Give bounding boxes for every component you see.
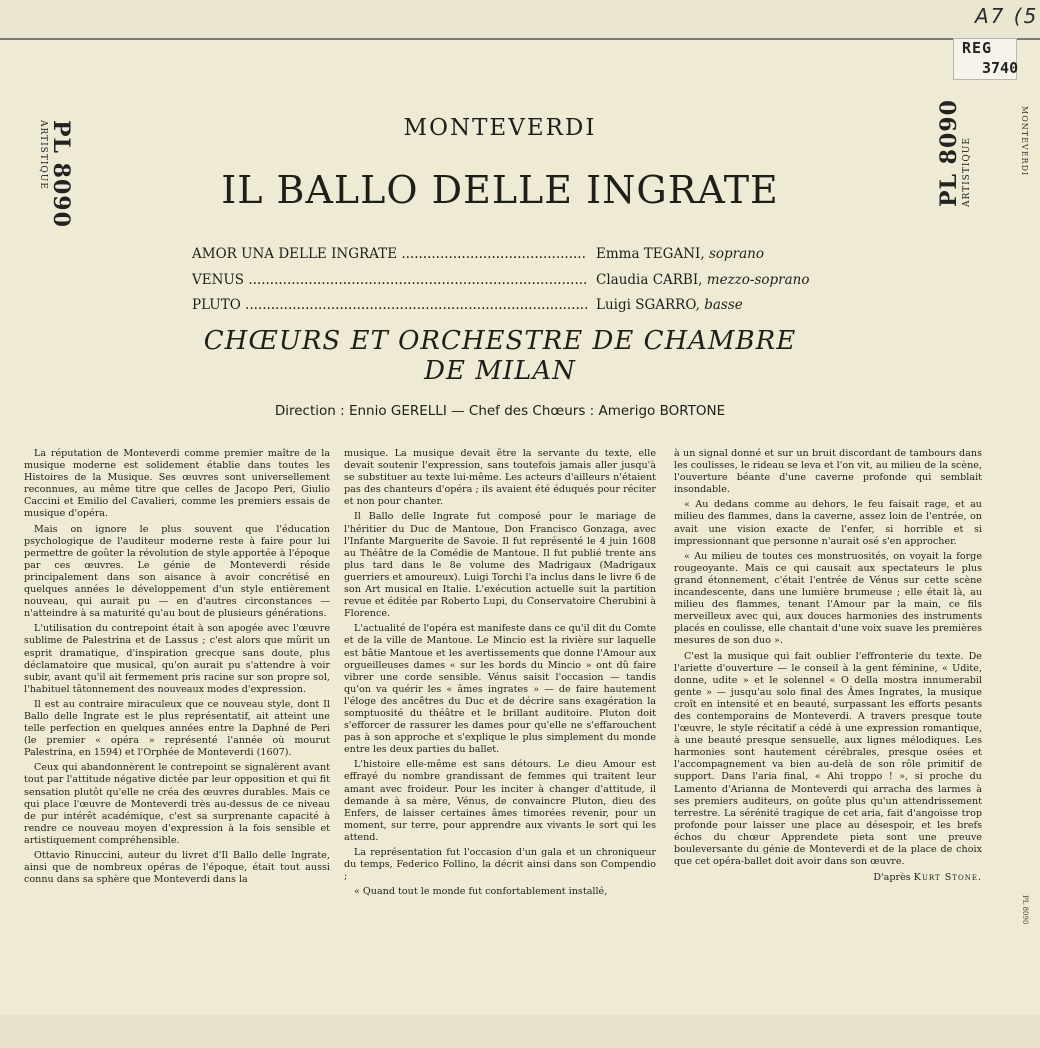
direction-credit: Direction : Ennio GERELLI — Chef des Chœurs : Amerigo BORTONE [274, 403, 726, 419]
paragraph: « Quand tout le monde fut confortablement installé, [354, 886, 608, 898]
stamp-line-1: REG [962, 39, 993, 57]
notes-column-3 [674, 448, 982, 968]
catalog-label: ARTISTIQUE [962, 137, 972, 207]
paragraph: à un signal donné et sur un bruit discordant de tambours dans les coulisses, le rideau se leva et l'on vit, au milieu de la scène, l'ouverture béante d'une caverne profonde qui semblait insondable. [674, 448, 982, 496]
work-title: IL BALLO DELLE INGRATE [221, 168, 779, 212]
singer-voice: soprano [708, 246, 764, 262]
singer-name: Claudia CARBI, [596, 272, 703, 288]
paragraph: « Au dedans comme au dehors, le feu faisait rage, et au milieu des flammes, dans la caverne, assez loin de l'entrée, on avait une vision exacte de l'enfer, si horrible et si impressionnant que personne n'aurait osé s'en approcher. [674, 499, 982, 547]
cast-singer [596, 297, 743, 313]
paragraph: L'utilisation du contrepoint était à son apogée avec l'œuvre sublime de Palestrina et de Lassus ; c'est alors que mûrit un esprit dramatique, d'inspiration grecque sans doute, plus déclamatoire que musical, qu'on aurait pu s'attendre à voir subir, avant qu'il ait fermement pris racine sur son propre sol, l'habituel tâtonnement des nouveaux modes d'expression. [24, 623, 330, 695]
paragraph: « Au milieu de toutes ces monstruosités, on voyait la forge rougeoyante. Mais ce qui causait aux spectateurs le plus grand étonnement, c'était l'entrée de Vénus sur cette scène incandescente, dans une lumière brumeuse ; elle était là, au milieu des flammes, tenant l'Amour par la main, ce fils merveilleux avec qui, aux douces harmonies des instruments placés en coulisse, elle chantait d'une voix suave les premières mesures de son duo ». [674, 550, 982, 647]
composer-name: MONTEVERDI [403, 115, 597, 141]
ensemble-line-2: DE MILAN [424, 356, 576, 386]
catalog-label: ARTISTIQUE [38, 120, 48, 190]
catalog-number: PL 8090 [936, 99, 962, 207]
paragraph: Il Ballo delle Ingrate fut composé pour le mariage de l'héritier du Duc de Mantoue, Don Francisco Gonzaga, avec l'Infante Marguerite de Savoie. Il fut représenté le 4 juin 1608 au Théâtre de la Comédie de Mantoue. Il fut publié trente ans plus tard dans le 8e volume des Madrigaux (Madrigaux guerriers et amoureux). Luigi Torchi l'a inclus dans le livre 6 de son Art musical en Italie. L'exécution actuelle suit la partition revue et éditée par Roberto Lupi, du Conservatoire Cherubini à Florence. [344, 511, 656, 620]
singer-name: Emma TEGANI, [596, 246, 705, 262]
paragraph: L'actualité de l'opéra est manifeste dans ce qu'il dit du Comte et de la ville de Mantoue. Le Mincio est la rivière sur laquelle est bâtie Mantoue et les avertissements que donne l'Amour aux orgueilleuses dames « sur les bords du Mincio » ont dû faire vibrer une corde sensible. Vénus saisit l'occasion — tandis qu'on va quérir les « âmes ingrates » — de faire hautement l'éloge des ancêtres du Duc et de décrire sans exagération la somptuosité du théâtre et le brillant auditoire. Pluton doit s'efforcer de rassurer les dames pour qu'elle ne s'effarouchent pas à son approche et s'explique le plus simplement du monde entre les deux parties du ballet. [344, 623, 656, 756]
paragraph: Ottavio Rinuccini, auteur du livret d'Il Ballo delle Ingrate, ainsi que de nombreux opéras de l'époque, était tout aussi connu dans sa sphère que Monteverdi dans la [24, 850, 330, 886]
registration-stamp [953, 38, 1017, 80]
credit-prefix: D'après [873, 872, 911, 884]
paragraph: Il est au contraire miraculeux que ce nouveau style, dont Il Ballo delle Ingrate est le plus représentatif, ait atteint une telle perfection en quelques années entre la Daphné de Peri (le premier « opéra » représenté l'année où mourut Palestrina, en 1594) et l'Orphée de Monteverdi (1607). [24, 698, 330, 759]
catalog-number: PL 8090 [48, 120, 74, 228]
cast-role: PLUTO ..... [192, 297, 587, 313]
author-credit [674, 872, 982, 884]
credit-name: Kurt Stone. [913, 872, 982, 884]
ensemble-line-1: CHŒURS ET ORCHESTRE DE CHAMBRE [203, 326, 797, 356]
spine-text: MONTEVERDI [1020, 106, 1029, 177]
notes-column-1 [24, 448, 330, 968]
notes-column-2 [344, 448, 656, 968]
paragraph: Ceux qui abandonnèrent le contrepoint se signalèrent avant tout par l'attitude négative dictée par leur opposition et qui fit sensation plutôt qu'elle ne créa des œuvres durables. Mais ce qui place l'œuvre de Monteverdi très au-dessus de ce niveau de pur intérêt académique, c'est sa surprenante capacité à rendre ce nouveau moyen d'expression à la fois sensible et artistiquement compréhensible. [24, 762, 330, 846]
stamp-line-2: 3740 [982, 59, 1019, 77]
ensemble-credit [0, 326, 1000, 386]
paragraph: musique. La musique devait être la servante du texte, elle devait soutenir l'expression, sans toutefois jamais aller jusqu'à se substituer au texte lui-même. Les acteurs d'ailleurs n'étaient pas des chanteurs d'opéra ; ils avaient été éduqués pour réciter et non pour chanter. [344, 448, 656, 508]
paragraph: La représentation fut l'occasion d'un gala et un chroniqueur du temps, Federico Follino, la décrit ainsi dans son Compendio ; [344, 847, 656, 883]
cast-role: VENUS ..... [192, 272, 587, 288]
spine-code: PL 8090 [1021, 895, 1029, 925]
cast-role: AMOR UNA DELLE INGRATE ..... [192, 246, 587, 262]
singer-voice: basse [704, 297, 743, 313]
paragraph: C'est la musique qui fait oublier l'effronterie du texte. De l'ariette d'ouverture — le conseil à la gent féminine, « Udite, donne, udite » et le solennel « O della mostra innumerabil gente » — jusqu'au solo final des Âmes Ingrates, la musique croît en intensité et en beauté, surpassant les efforts pesants des contemporains de Monteverdi. A travers presque toute l'œuvre, le style récitatif a cédé à une expression romantique, à une beauté presque sensuelle, aux lignes mélodiques. Les harmonies sont hautement cérébrales, presque osées et l'accompagnement va bien au-delà de son rôle primitif de support. Dans l'aria final, « Ahi troppo ! », si proche du Lamento d'Arianna de Monteverdi qui arracha des larmes à ses premiers auditeurs, on goûte plus qu'un attendrissement terrestre. La sérénité tragique de cet aria, fait d'angoisse trop profonde pour laisser une place au désespoir, et les brefs échos du chœur Apprendete pieta sont une preuve bouleversante du génie de Monteverdi et de la place de choix que cet opéra-ballet doit avoir dans son œuvre. [674, 650, 982, 868]
handwritten-note: A7 (5 [975, 4, 1039, 28]
cast-singer [596, 272, 810, 288]
singer-name: Luigi SGARRO, [596, 297, 700, 313]
paragraph: Mais on ignore le plus souvent que l'éducation psychologique de l'auditeur moderne reste à faire pour lui permettre de goûter la révolution de style apportée à l'époque par ces œuvres. Le génie de Monteverdi réside principalement dans son aisance à avoir concrétisé en quelques années le développement d'un style entièrement nouveau, qui aurait pu — en d'autres circonstances — n'atteindre à sa maturité qu'au bout de plusieurs générations. [24, 523, 330, 620]
paragraph: La réputation de Monteverdi comme premier maître de la musique moderne est solidement établie dans toutes les Histoires de la Musique. Ses œuvres sont universellement reconnues, au même titre que celles de Jacopo Peri, Giulio Caccini et Emilio del Cavalieri, comme les premiers essais de musique d'opéra. [24, 448, 330, 520]
bottom-edge [0, 1015, 1040, 1048]
paragraph: L'histoire elle-même est sans détours. Le dieu Amour est effrayé du nombre grandissant de femmes qui traitent leur amant avec froideur. Pour les inciter à changer d'attitude, il demande à sa mère, Vénus, de convaincre Pluton, dieu des Enfers, de laisser certaines âmes timorées revenir, pour un moment, sur terre, pour apprendre aux vivants le sort qui les attend. [344, 759, 656, 843]
singer-voice: mezzo-soprano [706, 272, 810, 288]
cast-singer [596, 246, 764, 262]
